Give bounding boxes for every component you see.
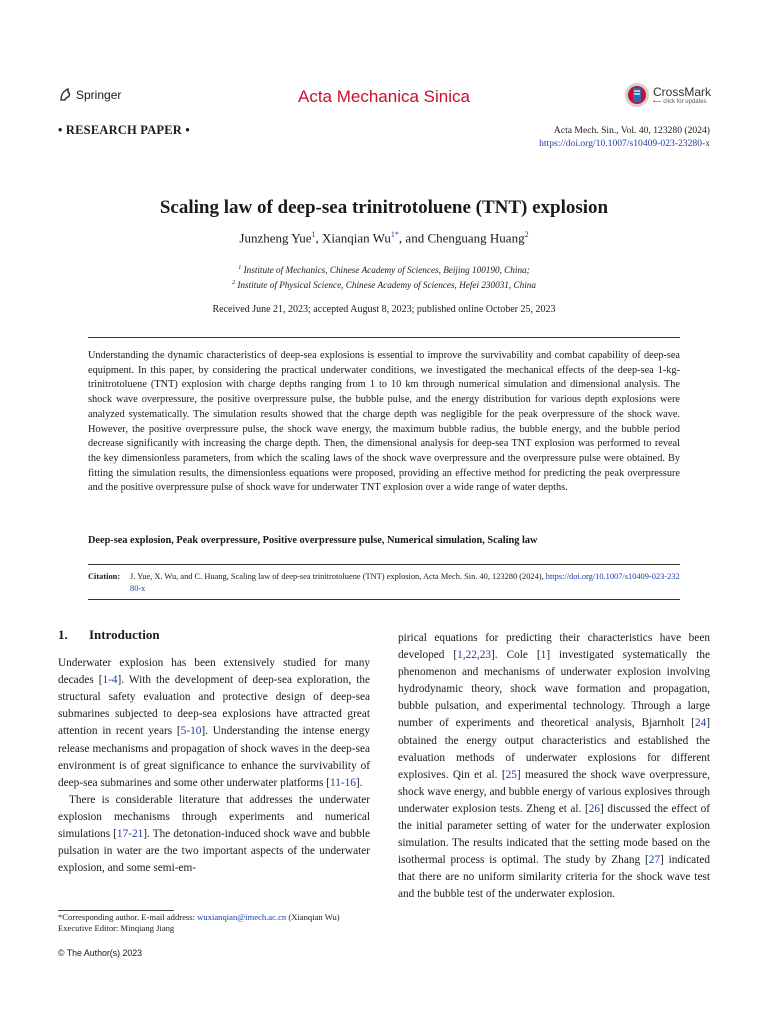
citation-ref[interactable]: 26	[588, 802, 601, 815]
citation-box	[88, 571, 680, 594]
paragraph-text: Underwater explosion has been extensively studied for many decades [	[58, 657, 370, 687]
affiliation-1: $^1$ Institute of Mechanics, Chinese Academy of Sciences, Beijing 100190, China;	[238, 265, 530, 276]
citation-ref[interactable]: 1-4	[102, 674, 118, 687]
author-affil-ref[interactable]: 2	[524, 230, 529, 239]
paragraph-text: ] discussed the effect of the initial parameter setting of water for the underwater explosion simulation. The results indicated that the setting mode based on the isothermal process is optimal. The study by Zhang [	[398, 802, 711, 867]
citation-ref[interactable]: 25	[505, 768, 517, 781]
body-column-right	[398, 630, 710, 904]
citation-text: J. Yue, X. Wu, and C. Huang, Scaling law of deep-sea trinitrotoluene (TNT) explosion, Acta Mech. Sin. 40, 123280 (2024),	[130, 572, 546, 581]
keywords: Deep-sea explosion, Peak overpressure, Positive overpressure pulse, Numerical simulation, Scaling law	[88, 535, 538, 546]
citation-label: Citation:	[88, 572, 121, 581]
journal-name: Acta Mechanica Sinica	[298, 87, 470, 106]
footnotes	[58, 912, 388, 934]
author-affil-ref[interactable]: 1	[311, 230, 316, 239]
divider	[88, 599, 680, 600]
paragraph-text: ] measured the shock wave overpressure, shock wave energy, and bubble energy of various explosives through underwater explosion tests. Zheng et al. [	[398, 768, 711, 815]
publisher-name: Springer	[76, 88, 122, 102]
paragraph-text: ]. With the development of deep-sea exploration, the structural safety evaluation and protective design of deep-sea submarines subjected to deep-sea explosions have attracted great attention in recent years [	[58, 674, 370, 738]
paragraph-text: ] investigated systematically the phenomenon and mechanisms of underwater explosion involving hydrodynamic theory, shock wave formation and propagation, bubble pulsation, and experimental technology. Through a large number of experiments and theoretical analysis, Bjarnholt [	[398, 649, 710, 730]
affiliation-2: $^2$ Institute of Physical Science, Chinese Academy of Sciences, Hefei 230031, China	[232, 280, 536, 291]
citation-ref[interactable]: 1	[540, 649, 547, 662]
divider	[88, 564, 680, 565]
editor-note: Executive Editor: Minqiang Jiang	[58, 923, 175, 933]
citation-ref[interactable]: 1,22,23	[457, 649, 492, 662]
divider	[88, 337, 680, 338]
citation-line: Acta Mech. Sin., Vol. 40, 123280 (2024)	[553, 125, 710, 136]
author-name: Xianqian Wu	[322, 230, 391, 246]
author-list: Junzheng Yue$^1$, Xianqian $Wu^{1*}$, and Chenguang Huang$^2$	[239, 230, 529, 246]
paragraph	[398, 630, 710, 904]
paper-type-label: • RESEARCH PAPER •	[58, 123, 190, 137]
email-link[interactable]: wuxianqian@imech.ac.cn	[197, 912, 287, 922]
paragraph-text: ] indicated that there are no uniform similarity criteria for the shock wave test and the bubble test of the underwater explosion.	[398, 854, 710, 901]
citation-doi-link[interactable]: https://doi.org/10.1007/s10409-023-23280-x	[130, 572, 680, 593]
copyright: © The Author(s) 2023	[58, 948, 143, 958]
author-name: Chenguang Huang	[427, 230, 525, 246]
crossmark-title: CrossMark	[653, 84, 712, 99]
section-heading: 1. Introduction	[58, 627, 160, 642]
citation-ref[interactable]: 17-21	[116, 828, 144, 841]
abstract: Understanding the dynamic characteristics of deep-sea explosions is essential to improve the survivability and combat capability of deep-sea equipment. In this paper, by considering the practical underwater conditions, we investigated the mechanical effects of the deep-sea 1-kg-trinitrotoluene (TNT) explosion with charge depths ranging from 1 to 10 km through numerical simulation and dimensional analysis. The shock wave overpressure, the positive overpressure pulse, the bubble pulse, and the energy distribution for various depth explosions were analyzed systematically. The simulation results showed that the charge depth was negligible for the peak overpressure of the shock wave. However, the positive overpressure pulse, the shock wave energy, the maximum bubble radius, the bubble energy, and the bubble period decrease significantly with increasing the charge depth. Then, the dimensional analysis for deep-sea TNT explosion was performed to reveal the key dimensionless parameters, from which the scaling laws of the shock wave overpressure and the overpressure pulse were obtained. By fitting the simulation results, the dimensionless equations were proposed, providing an effective method for predicting the peak overpressure and the positive overpressure pulse of shock wave for underwater TNT explosion over a wide range of water depths.	[88, 350, 680, 494]
article-meta	[539, 124, 710, 150]
paragraph-text: pirical equations for predicting their characteristics have been developed [	[398, 632, 710, 662]
citation-ref[interactable]: 11-16	[329, 776, 356, 789]
author-name: Junzheng Yue	[239, 230, 312, 246]
author-affil-ref[interactable]: 1*	[390, 230, 399, 239]
crossmark-badge[interactable]	[624, 82, 711, 108]
body-column-left	[58, 626, 370, 877]
citation-ref[interactable]: 5-10	[180, 725, 202, 738]
paragraph-text: ]. Understanding the intense energy release mechanisms and propagation of shock waves in the deep-sea environment is of great significance to enhance the survivability of deep-sea submarines and some other underwater platforms [	[58, 725, 370, 789]
crossmark-subtitle: ⟵ click for updates	[653, 98, 707, 105]
paper-title: Scaling law of deep-sea trinitrotoluene (TNT) explosion	[159, 197, 609, 218]
paragraph-text: There is considerable literature that addresses the underwater explosion mechanisms through experiments and numerical simulations [	[58, 793, 370, 841]
paragraph	[58, 655, 370, 792]
doi-link[interactable]: https://doi.org/10.1007/s10409-023-23280-x	[539, 138, 710, 149]
citation-ref[interactable]: 24	[694, 717, 707, 730]
paragraph-text: ].	[355, 776, 363, 789]
publication-dates: Received June 21, 2023; accepted August 8, 2023; published online October 25, 2023	[212, 304, 556, 315]
citation-ref[interactable]: 27	[648, 854, 661, 867]
corresponding-author-note: *Corresponding author. E-mail address: wuxianqian@imech.ac.cn (Xianqian Wu)	[58, 912, 340, 922]
paragraph-text: ] obtained the energy output characteristics and established the evaluation methods of underwater explosions for different explosives. Qin et al. [	[398, 717, 710, 781]
paragraph	[58, 792, 370, 877]
crossmark-icon	[624, 82, 650, 108]
paragraph-text: ]. Cole [	[491, 649, 541, 662]
paragraph-text: ]. The detonation-induced shock wave and bubble pulsation in water are the two important aspects of the underwater explosion, and some semi-em-	[58, 828, 370, 875]
footnote-rule	[58, 910, 174, 911]
